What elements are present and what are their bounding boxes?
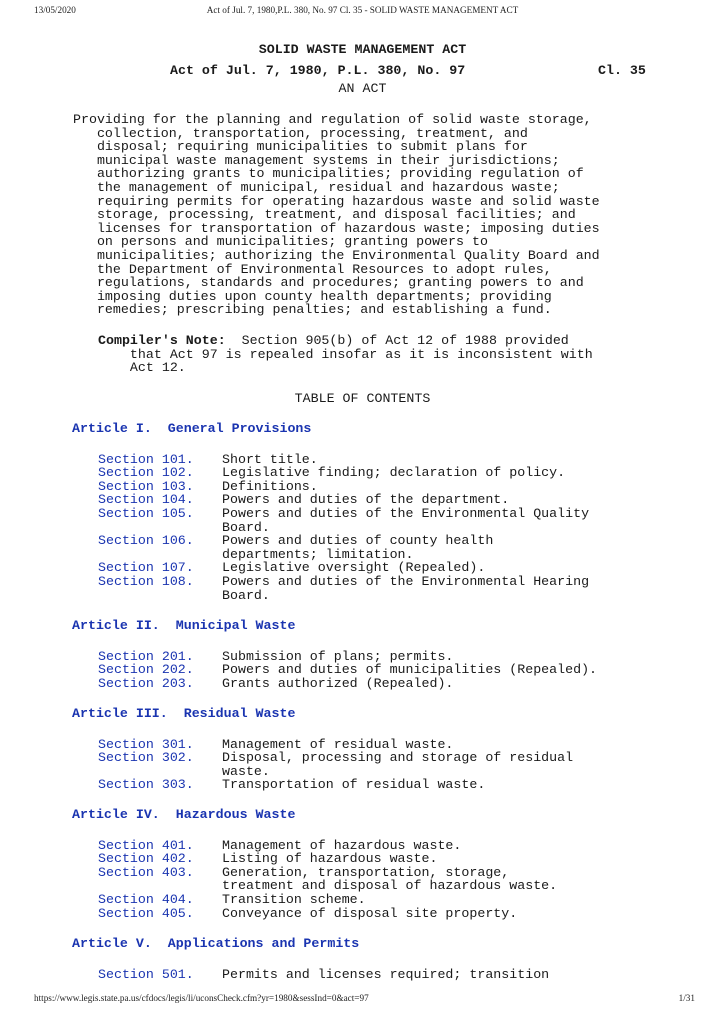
section-title: Powers and duties of the Environmental Quality	[222, 505, 590, 521]
section-link[interactable]: Section 403.	[98, 864, 194, 880]
section-title-continuation: Board.	[222, 587, 270, 603]
compiler-note-line: that Act 97 is repealed insofar as it is inconsistent with	[98, 346, 593, 362]
section-link[interactable]: Section 404.	[98, 891, 194, 907]
section-title: Powers and duties of the department.	[222, 492, 510, 508]
section-link[interactable]: Section 402.	[98, 851, 194, 867]
act-class: Cl. 35	[598, 63, 646, 78]
section-link[interactable]: Section 101.	[98, 451, 194, 467]
section-link[interactable]: Section 401.	[98, 837, 194, 853]
section-link[interactable]: Section 501.	[98, 966, 194, 982]
section-title: Transportation of residual waste.	[222, 777, 486, 793]
compiler-note-line: Act 12.	[98, 360, 186, 376]
preamble	[73, 113, 663, 317]
toc-section-row	[98, 777, 485, 791]
section-link[interactable]: Section 201.	[98, 648, 194, 664]
section-link[interactable]: Section 203.	[98, 675, 194, 691]
preamble-line: regulations, standards and procedures; granting powers to and	[73, 275, 584, 291]
section-title: Conveyance of disposal site property.	[222, 905, 518, 921]
article-heading-link[interactable]: Article I. General Provisions	[72, 421, 312, 436]
toc-section-row	[98, 851, 437, 865]
toc-section-row	[98, 838, 461, 852]
toc-section-row	[98, 676, 453, 690]
section-link[interactable]: Section 103.	[98, 478, 194, 494]
section-title: Powers and duties of municipalities (Repealed).	[222, 662, 598, 678]
section-title-continuation: waste.	[222, 763, 270, 779]
toc-section-row	[98, 892, 366, 906]
compiler-note	[98, 334, 658, 375]
compiler-note-label: Compiler's Note:	[98, 333, 226, 348]
toc-section-row	[98, 662, 597, 676]
section-title: Disposal, processing and storage of residual	[222, 750, 574, 766]
article-heading-link[interactable]: Article V. Applications and Permits	[72, 936, 360, 951]
preamble-line: on persons and municipalities; granting powers to	[73, 234, 488, 250]
toc-section-row	[98, 492, 509, 506]
compiler-note-text: Section 905(b) of Act 12 of 1988 provided	[225, 333, 569, 348]
section-title: Transition scheme.	[222, 891, 366, 907]
toc-heading: TABLE OF CONTENTS	[294, 391, 431, 406]
print-date: 13/05/2020	[34, 5, 76, 15]
toc-section-row	[98, 479, 318, 493]
section-link[interactable]: Section 302.	[98, 750, 194, 766]
an-act-label: AN ACT	[338, 81, 387, 96]
preamble-line: the management of municipal, residual and hazardous waste;	[73, 179, 560, 195]
section-link[interactable]: Section 104.	[98, 492, 194, 508]
section-title: Management of residual waste.	[222, 736, 454, 752]
section-link[interactable]: Section 405.	[98, 905, 194, 921]
section-link[interactable]: Section 108.	[98, 573, 194, 589]
section-title: Listing of hazardous waste.	[222, 851, 438, 867]
preamble-line: licenses for transportation of hazardous waste; imposing duties	[73, 220, 600, 236]
preamble-line: remedies; prescribing penalties; and establishing a fund.	[73, 302, 552, 318]
section-title: Submission of plans; permits.	[222, 648, 454, 664]
section-link[interactable]: Section 106.	[98, 533, 194, 549]
article-heading-link[interactable]: Article III. Residual Waste	[72, 706, 296, 721]
section-title: Legislative finding; declaration of policy.	[222, 465, 566, 481]
toc-section-row	[98, 750, 573, 764]
print-url: https://www.legis.state.pa.us/cfdocs/legis/li/uconsCheck.cfm?yr=1980&sessInd=0&act=97	[34, 993, 369, 1003]
preamble-line: storage, processing, treatment, and disposal facilities; and	[73, 207, 576, 223]
section-link[interactable]: Section 102.	[98, 465, 194, 481]
print-footer	[0, 993, 725, 1007]
section-title: Permits and licenses required; transition	[222, 966, 550, 982]
section-link[interactable]: Section 301.	[98, 736, 194, 752]
section-link[interactable]: Section 303.	[98, 777, 194, 793]
preamble-line: disposal; requiring municipalities to submit plans for	[73, 139, 528, 155]
section-title: Grants authorized (Repealed).	[222, 675, 454, 691]
print-header	[0, 5, 725, 19]
toc-section-row	[98, 649, 453, 663]
print-page-title: Act of Jul. 7, 1980,P.L. 380, No. 97 Cl. 35 - SOLID WASTE MANAGEMENT ACT	[206, 5, 519, 15]
section-title: Management of hazardous waste.	[222, 837, 462, 853]
section-link[interactable]: Section 202.	[98, 662, 194, 678]
article-heading-link[interactable]: Article II. Municipal Waste	[72, 618, 296, 633]
preamble-line: municipalities; authorizing the Environmental Quality Board and	[73, 247, 600, 263]
preamble-line: collection, transportation, processing, treatment, and	[73, 125, 528, 141]
article-heading-link[interactable]: Article IV. Hazardous Waste	[72, 807, 296, 822]
section-link[interactable]: Section 107.	[98, 560, 194, 576]
act-citation-line	[0, 63, 725, 79]
act-citation: Act of Jul. 7, 1980, P.L. 380, No. 97	[170, 63, 466, 78]
toc-section-row	[98, 574, 589, 588]
toc-section-row	[98, 560, 485, 574]
toc-section-row	[98, 967, 549, 981]
compiler-note-line	[98, 334, 658, 348]
preamble-line: requiring permits for operating hazardous waste and solid waste	[73, 193, 600, 209]
section-title: Definitions.	[222, 478, 318, 494]
toc-section-row	[98, 737, 453, 751]
toc-section-row	[98, 533, 493, 547]
preamble-line: municipal waste management systems in their jurisdictions;	[73, 152, 560, 168]
section-link[interactable]: Section 105.	[98, 505, 194, 521]
page-number: 1/31	[678, 993, 695, 1003]
preamble-line: authorizing grants to municipalities; providing regulation of	[73, 166, 584, 182]
section-title-continuation: treatment and disposal of hazardous waste.	[222, 878, 558, 894]
toc-section-row	[98, 865, 509, 879]
document-title: SOLID WASTE MANAGEMENT ACT	[258, 42, 467, 57]
section-title: Generation, transportation, storage,	[222, 864, 510, 880]
section-title: Powers and duties of county health	[222, 533, 494, 549]
toc-section-row	[98, 906, 517, 920]
section-title-continuation: departments; limitation.	[222, 546, 414, 562]
section-title: Legislative oversight (Repealed).	[222, 560, 486, 576]
toc-section-row	[98, 506, 589, 520]
section-title: Powers and duties of the Environmental Hearing	[222, 573, 590, 589]
toc-section-row	[98, 465, 565, 479]
preamble-line: the Department of Environmental Resources to adopt rules,	[73, 261, 552, 277]
section-title-continuation: Board.	[222, 519, 270, 535]
preamble-line: Providing for the planning and regulation of solid waste storage,	[73, 112, 592, 127]
section-title: Short title.	[222, 451, 318, 467]
toc-section-row	[98, 452, 318, 466]
preamble-line: imposing duties upon county health departments; providing	[73, 288, 552, 304]
